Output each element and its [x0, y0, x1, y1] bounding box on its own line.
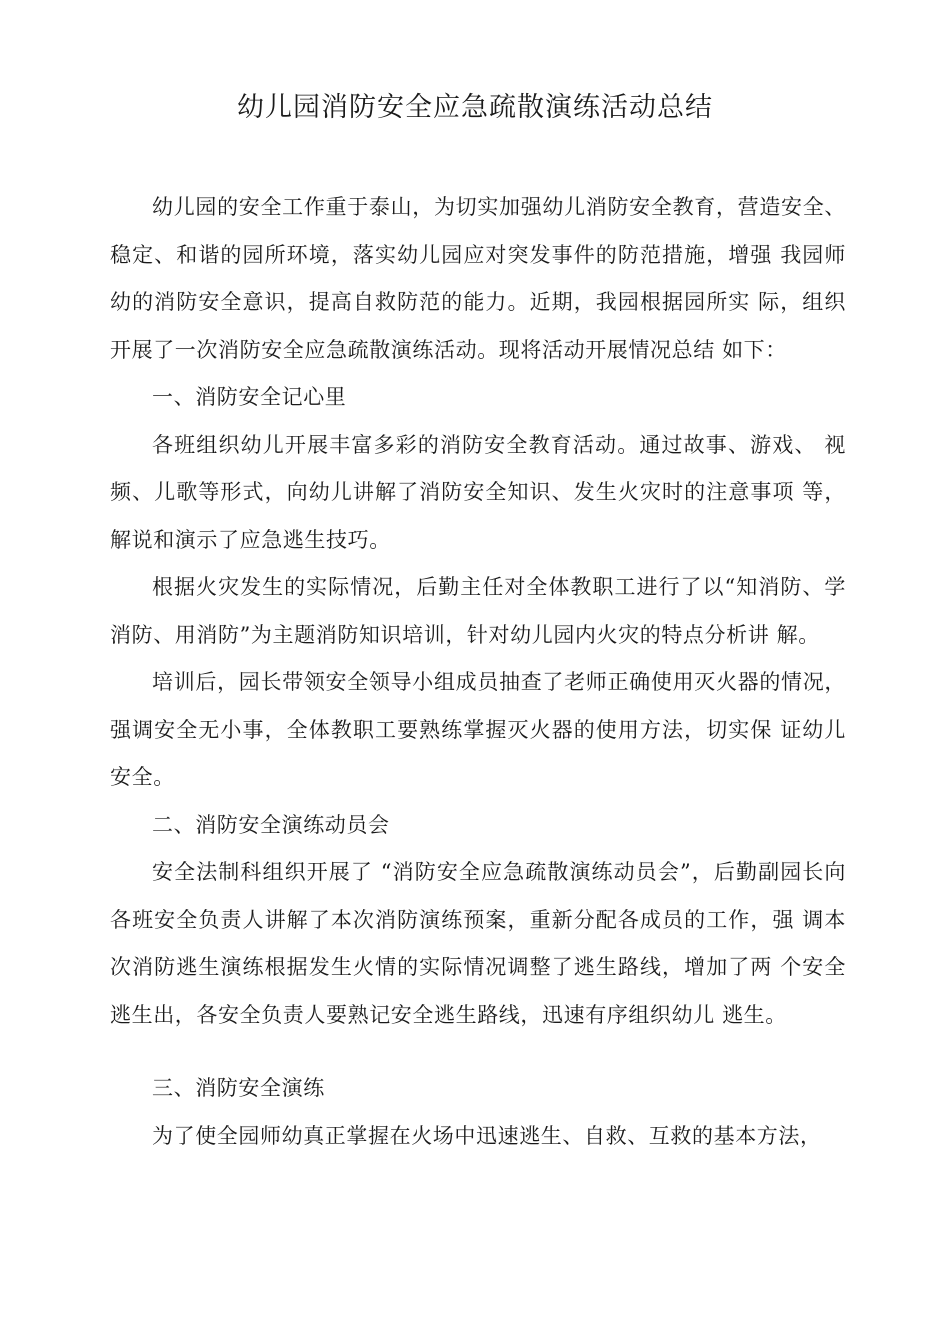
section-heading-1: 一、消防安全记心里 — [152, 385, 347, 409]
section-spacer — [110, 1039, 846, 1065]
paragraph-staff-training: 根据火灾发生的实际情况，后勤主任对全体教职工进行了以“知消防、学消防、用消防”为主题消防知识培训，针对幼儿园内火灾的特点分析讲 解。 — [110, 575, 846, 647]
document-body — [110, 184, 846, 1160]
paragraph-intro: 幼儿园的安全工作重于泰山，为切实加强幼儿消防安全教育，营造安全、稳定、和谐的园所环境，落实幼儿园应对突发事件的防范措施，增强 我园师幼的消防安全意识，提高自救防范的能力。近期，我园根据园所实 际，组织开展了一次消防安全应急疏散演练活动。现将活动开展情况总结 如下： — [110, 195, 846, 362]
section-heading-3: 三、消防安全演练 — [152, 1076, 325, 1100]
paragraph-drill-purpose: 为了使全园师幼真正掌握在火场中迅速逃生、自救、互救的基本方法， — [152, 1123, 822, 1148]
document-title: 幼儿园消防安全应急疏散演练活动总结 — [237, 92, 713, 123]
paragraph-class-activities: 各班组织幼儿开展丰富多彩的消防安全教育活动。通过故事、游戏、 视频、儿歌等形式，向幼儿讲解了消防安全知识、发生火灾时的注意事项 等，解说和演示了应急逃生技巧。 — [110, 432, 846, 552]
paragraph-mobilization-meeting: 安全法制科组织开展了 “消防安全应急疏散演练动员会”，后勤副园长向各班安全负责人讲解了本次消防演练预案，重新分配各成员的工作，强 调本次消防逃生演练根据发生火情的实际情况调整了逃生路线，增加了两 个安全逃生出，各安全负责人要熟记安全逃生路线，迅速有序组织幼儿 逃生。 — [110, 860, 846, 1027]
section-heading-2: 二、消防安全演练动员会 — [152, 812, 390, 837]
paragraph-extinguisher-check: 培训后，园长带领安全领导小组成员抽查了老师正确使用灭火器的情况，强调安全无小事，全体教职工要熟练掌握灭火器的使用方法，切实保 证幼儿安全。 — [110, 670, 846, 789]
